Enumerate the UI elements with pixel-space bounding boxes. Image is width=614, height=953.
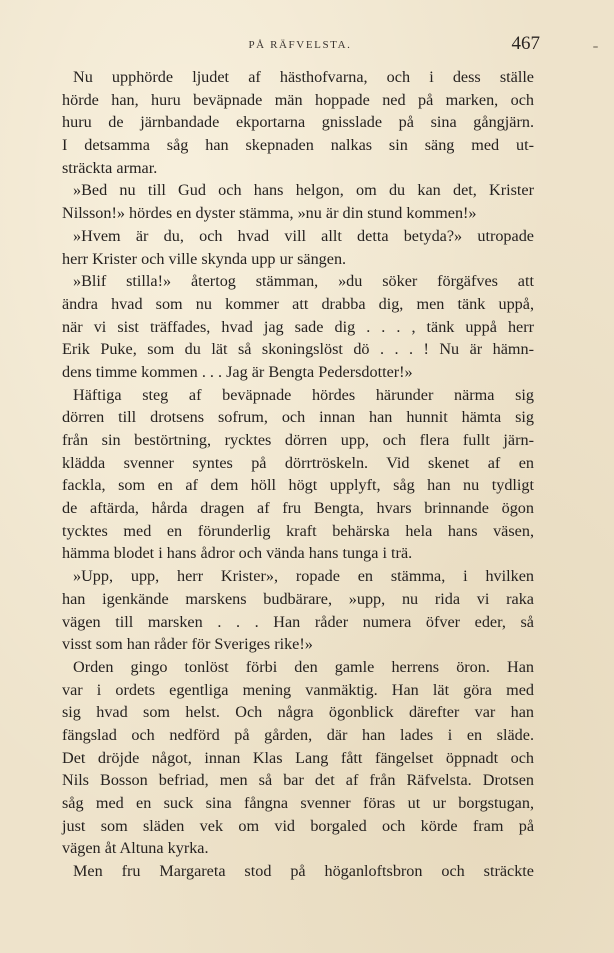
text-line: sträckta armar. [62,158,158,177]
text-line: just som släden vek om vid borgaled och körde fram på [62,816,534,835]
body-text [62,66,534,883]
text-line: Häftiga steg af beväpnade hördes härunder närma sig [73,385,534,404]
text-line: sig hvad som helst. Och några ögonblick därefter var han [62,703,534,722]
text-line: I detsamma såg han skepnaden nalkas sin säng med ut- [62,136,534,155]
page-number: 467 [511,33,540,54]
text-line: dens timme kommen . . . Jag är Bengta Pedersdotter!» [62,362,413,381]
text-line: »Hvem är du, och hvad vill allt detta betyda?» utropade [73,226,534,245]
text-line: vägen åt Altuna kyrka. [62,839,209,858]
paper-speck [593,46,598,48]
text-line: när vi sist träffades, hvad jag sade dig . . . , tänk uppå herr [62,317,534,336]
text-line: Det dröjde något, innan Klas Lang fått fängelset öppnadt och [62,748,534,767]
text-line: såg med en suck sina fångna svenner föras ut ur borgstugan, [62,794,534,812]
text-line: hämma blodet i hans ådror och vända hans tunga i trä. [62,544,413,563]
text-line: »Bed nu till Gud och hans helgon, om du kan det, Krister [73,181,534,200]
text-line: huru de järnbandade ekportarna gnisslade på sina gångjärn. [62,113,534,132]
text-line: tycktes med en förunderlig kraft behärska hela hans väsen, [62,521,534,540]
running-title: PÅ RÄFVELSTA. [248,39,352,51]
text-line: visst som han råder för Sveriges rike!» [62,635,313,654]
text-line: »Blif stilla!» återtog stämman, »du söker förgäfves att [73,272,534,291]
text-line: från sin bestörtning, rycktes dörren upp, och flera fullt järn- [62,431,534,449]
text-line: fängslad och nedförd på gården, där han lades i en släde. [62,725,534,744]
text-line: Nilsson!» hördes en dyster stämma, »nu är din stund kommen!» [62,204,477,223]
text-line: var i ordets egentliga mening vanmäktig. Han lät göra med [62,680,534,699]
text-line: Erik Puke, som du lät så skoningslöst dö . . . ! Nu är hämn- [62,340,534,359]
text-line: de aftärda, hårda dragen af fru Bengta, hvars brinnande ögon [62,499,534,518]
text-line: ändra hvad som nu kommer att drabba dig, men tänk uppå, [62,294,534,313]
page-header [60,33,540,57]
text-line: »Upp, upp, herr Krister», ropade en stämma, i hvilken [73,567,534,586]
text-line: hörde han, huru beväpnade män hoppade ned på marken, och [62,90,534,109]
text-line: Nu upphörde ljudet af hästhofvarna, och i dess ställe [73,68,534,86]
text-line: Orden gingo tonlöst förbi den gamle herrens öron. Han [73,657,534,676]
text-line: fackla, som en af dem höll högt upplyft, såg han nu tydligt [62,476,534,495]
text-line: han igenkände marskens budbärare, »upp, nu rida vi raka [62,589,534,608]
text-line: Men fru Margareta stod på höganloftsbron och sträckte [73,862,534,881]
text-line: herr Krister och ville skynda upp ur sängen. [62,249,347,268]
text-line: Nils Bosson befriad, men så bar det af från Räfvelsta. Drotsen [62,771,534,790]
text-line: vägen till marsken . . . Han råder numera öfver eder, så [62,612,534,631]
text-line: dörren till drotsens sofrum, och innan han hunnit hämta sig [62,408,534,427]
text-line: klädda svenner syntes på dörrtröskeln. Vid skenet af en [62,453,534,472]
